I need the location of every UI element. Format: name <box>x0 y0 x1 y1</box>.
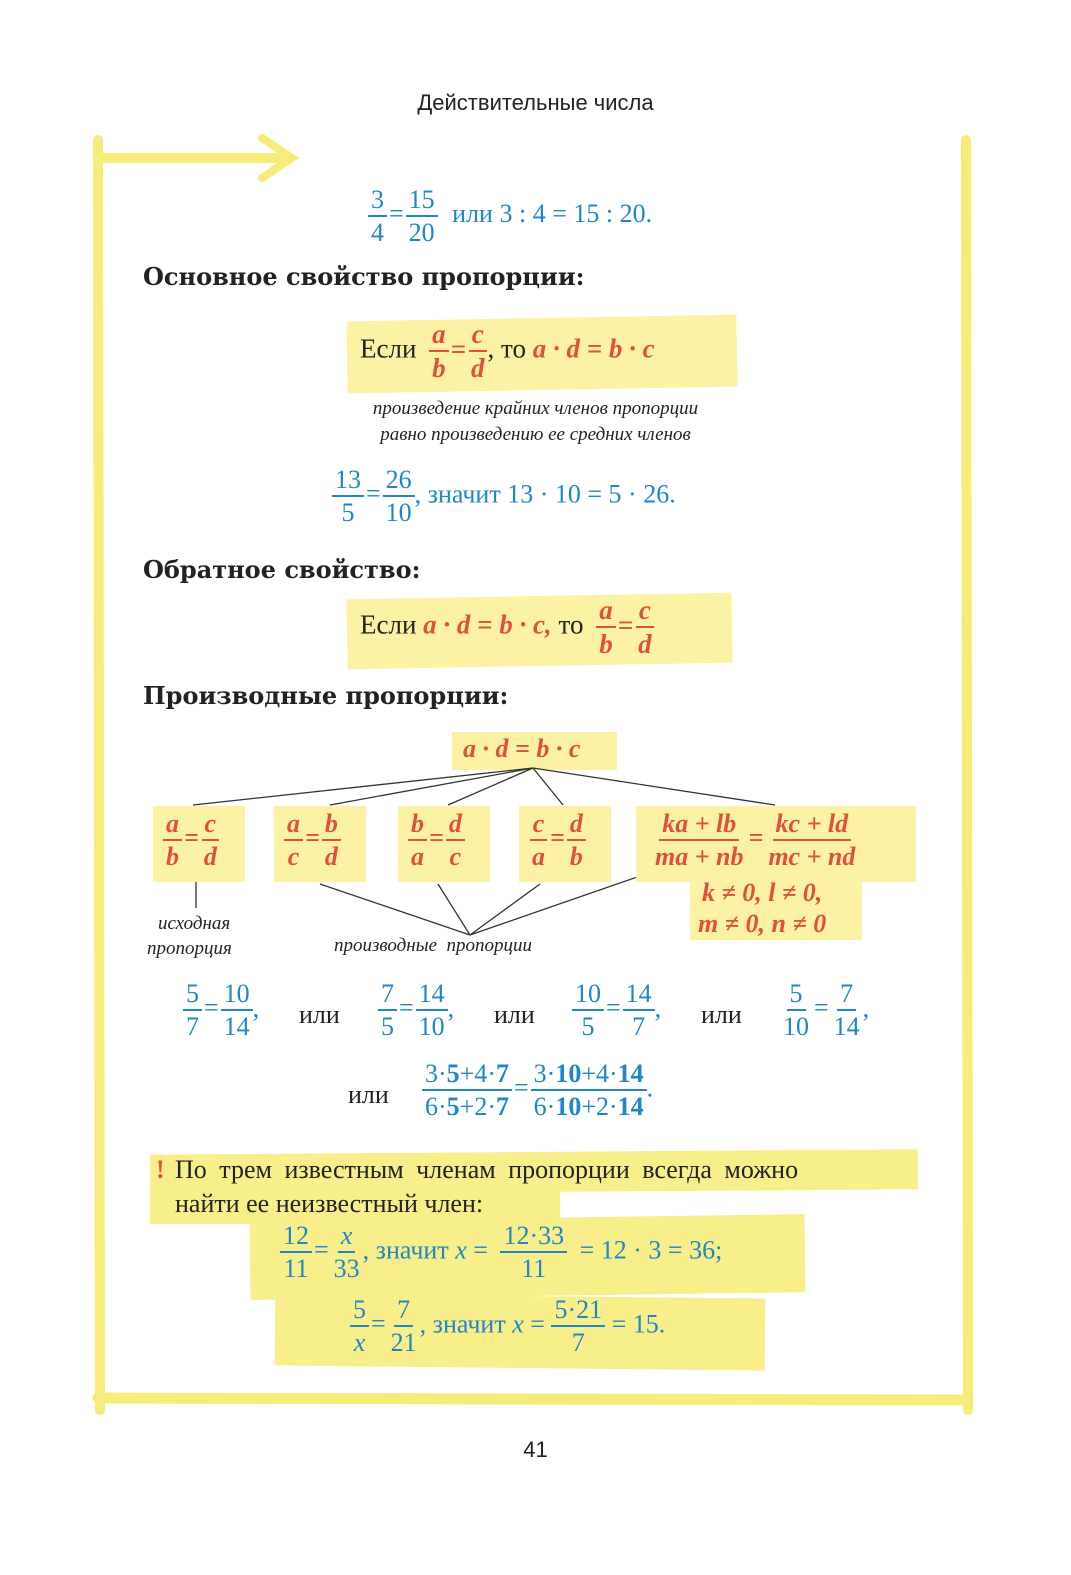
derived-root-formula: a · d = b · c <box>463 734 581 763</box>
or-label-1: или <box>299 1000 340 1029</box>
example-proportion-1: $\frac{3}{4}$ = $\frac{15}{20}$ или 3 : 4 = 15 : 20. <box>368 186 652 247</box>
derived-proportion-1: $\frac{a}{b}$ = $\frac{c}{d}$ <box>163 810 220 871</box>
example-proportion-2: $\frac{13}{5}$ = $\frac{26}{10}$ , значит 13 · 10 = 5 · 26. <box>332 466 676 527</box>
general-conditions-2: m ≠ 0, n ≠ 0 <box>698 909 827 938</box>
or-label-4: или <box>348 1080 389 1109</box>
label-derived: производные пропорции <box>334 935 532 956</box>
example-derived-3: $\frac{10}{5}$ = $\frac{14}{7}$ , <box>572 980 661 1041</box>
derived-proportion-3: $\frac{b}{a}$ = $\frac{d}{c}$ <box>408 810 465 871</box>
page-number: 41 <box>523 1437 548 1462</box>
general-conditions-1: k ≠ 0, l ≠ 0, <box>702 878 823 907</box>
example-derived-4: $\frac{5}{10}$ = $\frac{7}{14}$ , <box>783 979 870 1042</box>
property-note-line-1: произведение крайних членов пропорции <box>372 398 699 419</box>
example-derived-combined: $\frac{3\cdot 5+4\cdot 7}{6\cdot 5+2\cdot 7}$ = $\frac{3\cdot 10+4\cdot 14}{6\cdot 10+2\cdot 14}$ . <box>422 1060 653 1121</box>
derived-proportion-general: $\frac{ka + lb}{ma + nb}$ = $\frac{kc + ld}{mc + nd}$ <box>655 809 856 872</box>
note-example-1: $\frac{12}{11}$ = $\frac{x}{33}$ , значит x = $\frac{12\cdot 33}{11}$ = 12 · 3 = 36; <box>280 1222 722 1283</box>
property-note-line-2: равно произведению ее средних членов <box>380 424 691 445</box>
label-source-1: исходная <box>158 913 231 934</box>
or-label-3: или <box>701 1000 742 1029</box>
or-label-2: или <box>494 1000 535 1029</box>
example-derived-2: $\frac{7}{5}$ = $\frac{14}{10}$ , <box>378 980 454 1041</box>
note-exclamation: ! <box>156 1155 165 1184</box>
converse-formula: Если a · d = b · c, то $\frac{a}{b}$ = $\frac{c}{d}$ <box>360 596 655 659</box>
derived-proportion-4: $\frac{c}{a}$ = $\frac{d}{b}$ <box>529 810 586 871</box>
derived-proportion-2: $\frac{a}{c}$ = $\frac{b}{d}$ <box>284 810 341 871</box>
note-text-line-2: найти ее неизвестный член: <box>175 1189 484 1218</box>
section-title-derived: Производные пропорции: <box>143 681 509 710</box>
label-source-2: пропорция <box>147 938 232 959</box>
section-title-converse: Обратное свойство: <box>143 555 421 584</box>
note-example-2: $\frac{5}{x}$ = $\frac{7}{21}$ , значит x = $\frac{5\cdot 21}{7}$ = 15. <box>350 1296 665 1357</box>
note-text-line-1: По трем известным членам пропорции всегда можно <box>175 1155 799 1184</box>
section-title-main-property: Основное свойство пропорции: <box>143 262 585 291</box>
example-derived-1: $\frac{5}{7}$ = $\frac{10}{14}$ , <box>183 980 259 1041</box>
running-header: Действительные числа <box>417 90 654 115</box>
main-property-formula: Если $\frac{a}{b}$ = $\frac{c}{d}$ , то a · d = b · c <box>360 319 655 384</box>
